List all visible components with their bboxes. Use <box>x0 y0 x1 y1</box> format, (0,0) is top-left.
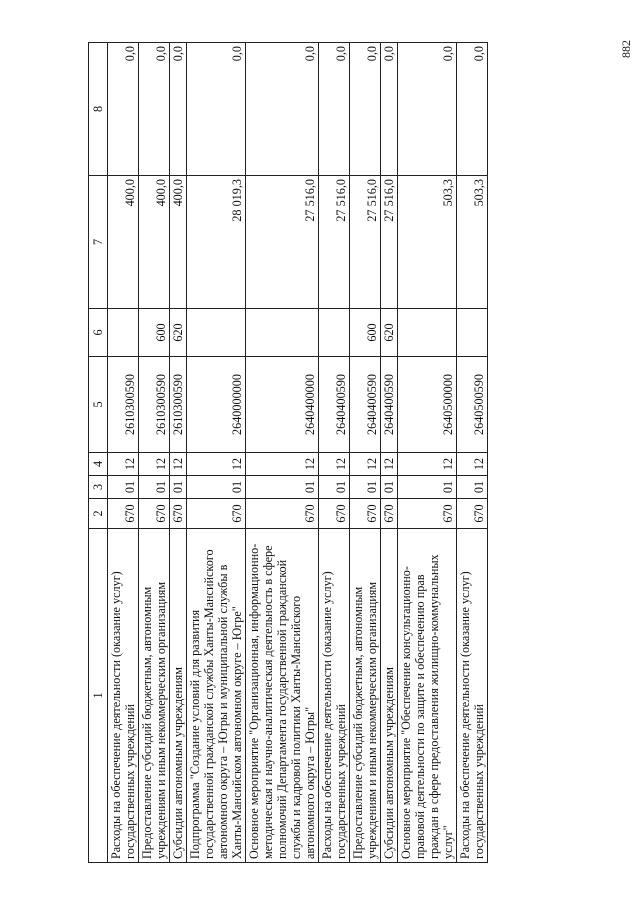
cell-amount: 503,3 <box>398 176 457 309</box>
col-header-6: 6 <box>89 309 108 357</box>
header-row <box>89 43 108 863</box>
cell-amount-2: 0,0 <box>187 43 246 176</box>
cell-expense-type <box>457 309 488 357</box>
cell-admin: 670 <box>319 499 350 529</box>
cell-name: Расходы на обеспечение деятельности (оказание услуг) государственных учреждений <box>457 529 488 863</box>
cell-expense-type <box>246 309 319 357</box>
cell-target-code: 2640500000 <box>398 357 457 453</box>
cell-amount: 27 516,0 <box>381 176 398 309</box>
cell-section: 01 <box>319 476 350 499</box>
cell-admin: 670 <box>246 499 319 529</box>
table-row <box>170 43 187 863</box>
table-row <box>246 43 319 863</box>
cell-section: 01 <box>170 476 187 499</box>
cell-subsection: 12 <box>381 453 398 476</box>
cell-section: 01 <box>457 476 488 499</box>
cell-name: Предоставление субсидий бюджетным, автономным учреждениям и иным некоммерческим организациям <box>350 529 381 863</box>
table-row <box>187 43 246 863</box>
cell-amount-2: 0,0 <box>319 43 350 176</box>
cell-amount: 400,0 <box>108 176 139 309</box>
cell-subsection: 12 <box>350 453 381 476</box>
cell-name: Расходы на обеспечение деятельности (оказание услуг) государственных учреждений <box>319 529 350 863</box>
cell-amount-2: 0,0 <box>398 43 457 176</box>
cell-subsection: 12 <box>108 453 139 476</box>
cell-admin: 670 <box>457 499 488 529</box>
cell-amount: 28 019,3 <box>187 176 246 309</box>
cell-expense-type: 600 <box>139 309 170 357</box>
table-row <box>381 43 398 863</box>
cell-admin: 670 <box>381 499 398 529</box>
cell-subsection: 12 <box>319 453 350 476</box>
cell-name: Субсидии автономным учреждениям <box>170 529 187 863</box>
cell-amount: 503,3 <box>457 176 488 309</box>
cell-amount-2: 0,0 <box>381 43 398 176</box>
cell-target-code: 2640400590 <box>381 357 398 453</box>
cell-amount: 27 516,0 <box>350 176 381 309</box>
cell-amount: 27 516,0 <box>319 176 350 309</box>
cell-admin: 670 <box>350 499 381 529</box>
cell-section: 01 <box>381 476 398 499</box>
cell-name: Предоставление субсидий бюджетным, автономным учреждениям и иным некоммерческим организациям <box>139 529 170 863</box>
cell-name: Субсидии автономным учреждениям <box>381 529 398 863</box>
cell-section: 01 <box>108 476 139 499</box>
cell-target-code: 2640400000 <box>246 357 319 453</box>
cell-admin: 670 <box>398 499 457 529</box>
col-header-2: 2 <box>89 499 108 529</box>
cell-amount-2: 0,0 <box>170 43 187 176</box>
cell-subsection: 12 <box>139 453 170 476</box>
cell-subsection: 12 <box>187 453 246 476</box>
cell-target-code: 2610300590 <box>108 357 139 453</box>
cell-admin: 670 <box>108 499 139 529</box>
cell-admin: 670 <box>170 499 187 529</box>
cell-subsection: 12 <box>457 453 488 476</box>
cell-target-code: 2640400590 <box>319 357 350 453</box>
cell-expense-type <box>108 309 139 357</box>
col-header-5: 5 <box>89 357 108 453</box>
cell-section: 01 <box>187 476 246 499</box>
budget-table-container <box>88 43 606 863</box>
cell-expense-type <box>319 309 350 357</box>
cell-amount-2: 0,0 <box>246 43 319 176</box>
cell-admin: 670 <box>139 499 170 529</box>
table-row <box>139 43 170 863</box>
cell-section: 01 <box>398 476 457 499</box>
table-row <box>457 43 488 863</box>
cell-target-code: 2640500590 <box>457 357 488 453</box>
rotated-page <box>88 43 606 863</box>
cell-expense-type: 620 <box>170 309 187 357</box>
col-header-4: 4 <box>89 453 108 476</box>
cell-target-code: 2610300590 <box>139 357 170 453</box>
cell-name: Основное мероприятие "Обеспечение консультационно-правовой деятельности по защите и обеспечению прав граждан в сфере предоставления жилищно-коммунальных услуг" <box>398 529 457 863</box>
cell-target-code: 2640000000 <box>187 357 246 453</box>
cell-expense-type <box>187 309 246 357</box>
cell-target-code: 2640400590 <box>350 357 381 453</box>
page-number: 882 <box>619 40 633 58</box>
col-header-1: 1 <box>89 529 108 863</box>
cell-expense-type <box>398 309 457 357</box>
cell-name: Подпрограмма "Создание условий для развития государственной гражданской службы Ханты-Мансийского автономного округа – Югры и муниципальной службы в Ханты-Мансийском автономном округе – Югре" <box>187 529 246 863</box>
cell-admin: 670 <box>187 499 246 529</box>
cell-amount-2: 0,0 <box>350 43 381 176</box>
cell-target-code: 2610300590 <box>170 357 187 453</box>
cell-amount-2: 0,0 <box>457 43 488 176</box>
cell-section: 01 <box>139 476 170 499</box>
cell-amount: 400,0 <box>170 176 187 309</box>
cell-section: 01 <box>246 476 319 499</box>
table-row <box>319 43 350 863</box>
cell-subsection: 12 <box>398 453 457 476</box>
cell-amount-2: 0,0 <box>108 43 139 176</box>
budget-table <box>88 42 488 863</box>
cell-expense-type: 620 <box>381 309 398 357</box>
table-row <box>350 43 381 863</box>
table-row <box>108 43 139 863</box>
table-row <box>398 43 457 863</box>
col-header-8: 8 <box>89 43 108 176</box>
col-header-7: 7 <box>89 176 108 309</box>
col-header-3: 3 <box>89 476 108 499</box>
cell-expense-type: 600 <box>350 309 381 357</box>
cell-subsection: 12 <box>170 453 187 476</box>
cell-amount: 400,0 <box>139 176 170 309</box>
cell-amount-2: 0,0 <box>139 43 170 176</box>
cell-name: Основное мероприятие "Организационная, информационно-методическая и научно-аналитическая деятельность в сфере полномочий Департамента государственной гражданской службы и кадровой политики Ханты-Мансийского автономного округа – Югры" <box>246 529 319 863</box>
cell-name: Расходы на обеспечение деятельности (оказание услуг) государственных учреждений <box>108 529 139 863</box>
cell-section: 01 <box>350 476 381 499</box>
cell-subsection: 12 <box>246 453 319 476</box>
cell-amount: 27 516,0 <box>246 176 319 309</box>
